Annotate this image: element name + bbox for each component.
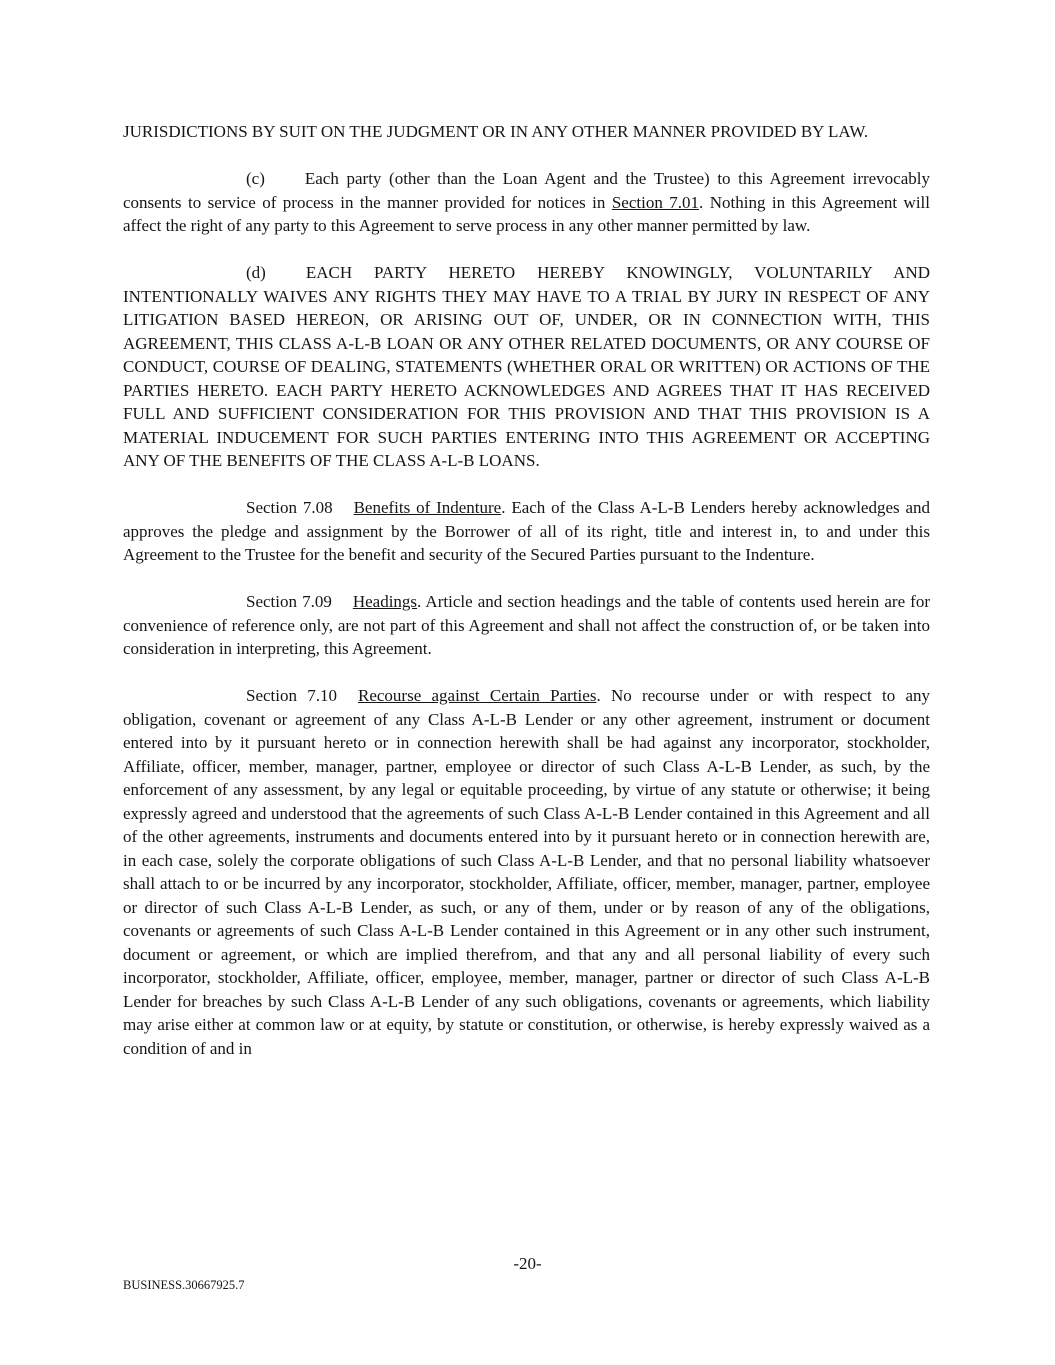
paragraph-marker: (d) xyxy=(246,263,266,282)
paragraph-section-7-10 xyxy=(123,684,930,1060)
paragraph-marker: Section 7.10 xyxy=(246,686,337,705)
text-run: . Article and section headings and the table of contents used herein are for convenience of reference only, are not part of this Agreement and shall not affect the construction of, or be taken into consideration in interpreting, this Agreement. xyxy=(123,592,931,658)
page-number: -20- xyxy=(513,1254,542,1273)
tab-space xyxy=(265,183,305,184)
paragraph-continuation xyxy=(123,120,930,144)
paragraph-section-7-08 xyxy=(123,496,930,567)
text-run: . Each of the Class A-L-B Lenders hereby acknowledges and approves the pledge and assignment by the Borrower of all of its right, title and interest in, to and under this Agreement to the Trustee for the benefit and security of the Secured Parties pursuant to the Indenture. xyxy=(123,498,931,564)
paragraph-clause-d xyxy=(123,261,930,473)
tab-space xyxy=(332,606,353,607)
tab-space xyxy=(337,700,358,701)
text-run: Each party (other than the Loan Agent and the Trustee) to this Agreement irrevocably consents to service of process in the manner provided for notices in xyxy=(123,169,930,212)
text-run: JURISDICTIONS BY SUIT ON THE JUDGMENT OR IN ANY OTHER MANNER PROVIDED BY LAW. xyxy=(123,122,869,141)
text-run: . No recourse under or with respect to any obligation, covenant or agreement of any Class A-L-B Lender or any other agreement, instrument or document entered into by it pursuant hereto or in connection herewith shall be had against any incorporator, stockholder, Affiliate, officer, member, manager, partner, employee or director of such Class A-L-B Lender, as such, by the enforcement of any assessment, by any legal or equitable proceeding, by virtue of any statute or otherwise; it being expressly agreed and understood that the agreements of such Class A-L-B Lender contained in this Agreement and all of the other agreements, instruments and documents entered into by it pursuant hereto or in connection herewith are, in each case, solely the corporate obligations of such Class A-L-B Lender, and that no personal liability whatsoever shall attach to or be incurred by any incorporator, stockholder, Affiliate, officer, member, manager, partner, employee or director of such Class A-L-B Lender, as such, or any of them, under or by reason of any of the obligations, covenants or agreements of such Class A-L-B Lender contained in this Agreement or in any other such instrument, document or agreement, or which are implied therefrom, and that any and all personal liability of every such incorporator, stockholder, Affiliate, officer, employee, member, manager, partner or director of such Class A-L-B Lender for breaches by such Class A-L-B Lender of any such obligations, covenants or agreements, which liability may arise either at common law or at equity, by statute or constitution, or otherwise, is hereby expressly waived as a condition of and in xyxy=(123,686,930,1058)
paragraph-marker: (c) xyxy=(246,169,265,188)
underlined-text: Benefits of Indenture xyxy=(353,498,502,517)
underlined-text: Headings xyxy=(352,592,418,611)
tab-space xyxy=(266,277,306,278)
text-run: . Nothing in this Agreement will affect the right of any party to this Agreement to serve process in any other manner permitted by law. xyxy=(123,192,930,235)
document-body xyxy=(123,120,930,1084)
text-run: EACH PARTY HERETO HEREBY KNOWINGLY, VOLUNTARILY AND INTENTIONALLY WAIVES ANY RIGHTS THEY MAY HAVE TO A TRIAL BY JURY IN RESPECT OF ANY LITIGATION BASED HEREON, OR ARISING OUT OF, UNDER, OR IN CONNECTION WITH, THIS AGREEMENT, THIS CLASS A-L-B LOAN OR ANY OTHER RELATED DOCUMENTS, OR ANY COURSE OF CONDUCT, COURSE OF DEALING, STATEMENTS (WHETHER ORAL OR WRITTEN) OR ACTIONS OF THE PARTIES HERETO. EACH PARTY HERETO ACKNOWLEDGES AND AGREES THAT IT HAS RECEIVED FULL AND SUFFICIENT CONSIDERATION FOR THIS PROVISION AND THAT THIS PROVISION IS A MATERIAL INDUCEMENT FOR SUCH PARTIES ENTERING INTO THIS AGREEMENT OR ACCEPTING ANY OF THE BENEFITS OF THE CLASS A-L-B LOANS. xyxy=(123,263,930,470)
paragraph-clause-c xyxy=(123,167,930,238)
paragraph-marker: Section 7.09 xyxy=(246,592,332,611)
underlined-text: Recourse against Certain Parties xyxy=(358,686,597,705)
paragraph-marker: Section 7.08 xyxy=(246,498,333,517)
doc-id-footer: BUSINESS.30667925.7 xyxy=(123,1278,245,1292)
tab-space xyxy=(333,512,354,513)
paragraph-section-7-09 xyxy=(123,590,930,661)
underlined-text: Section 7.01 xyxy=(611,192,700,212)
